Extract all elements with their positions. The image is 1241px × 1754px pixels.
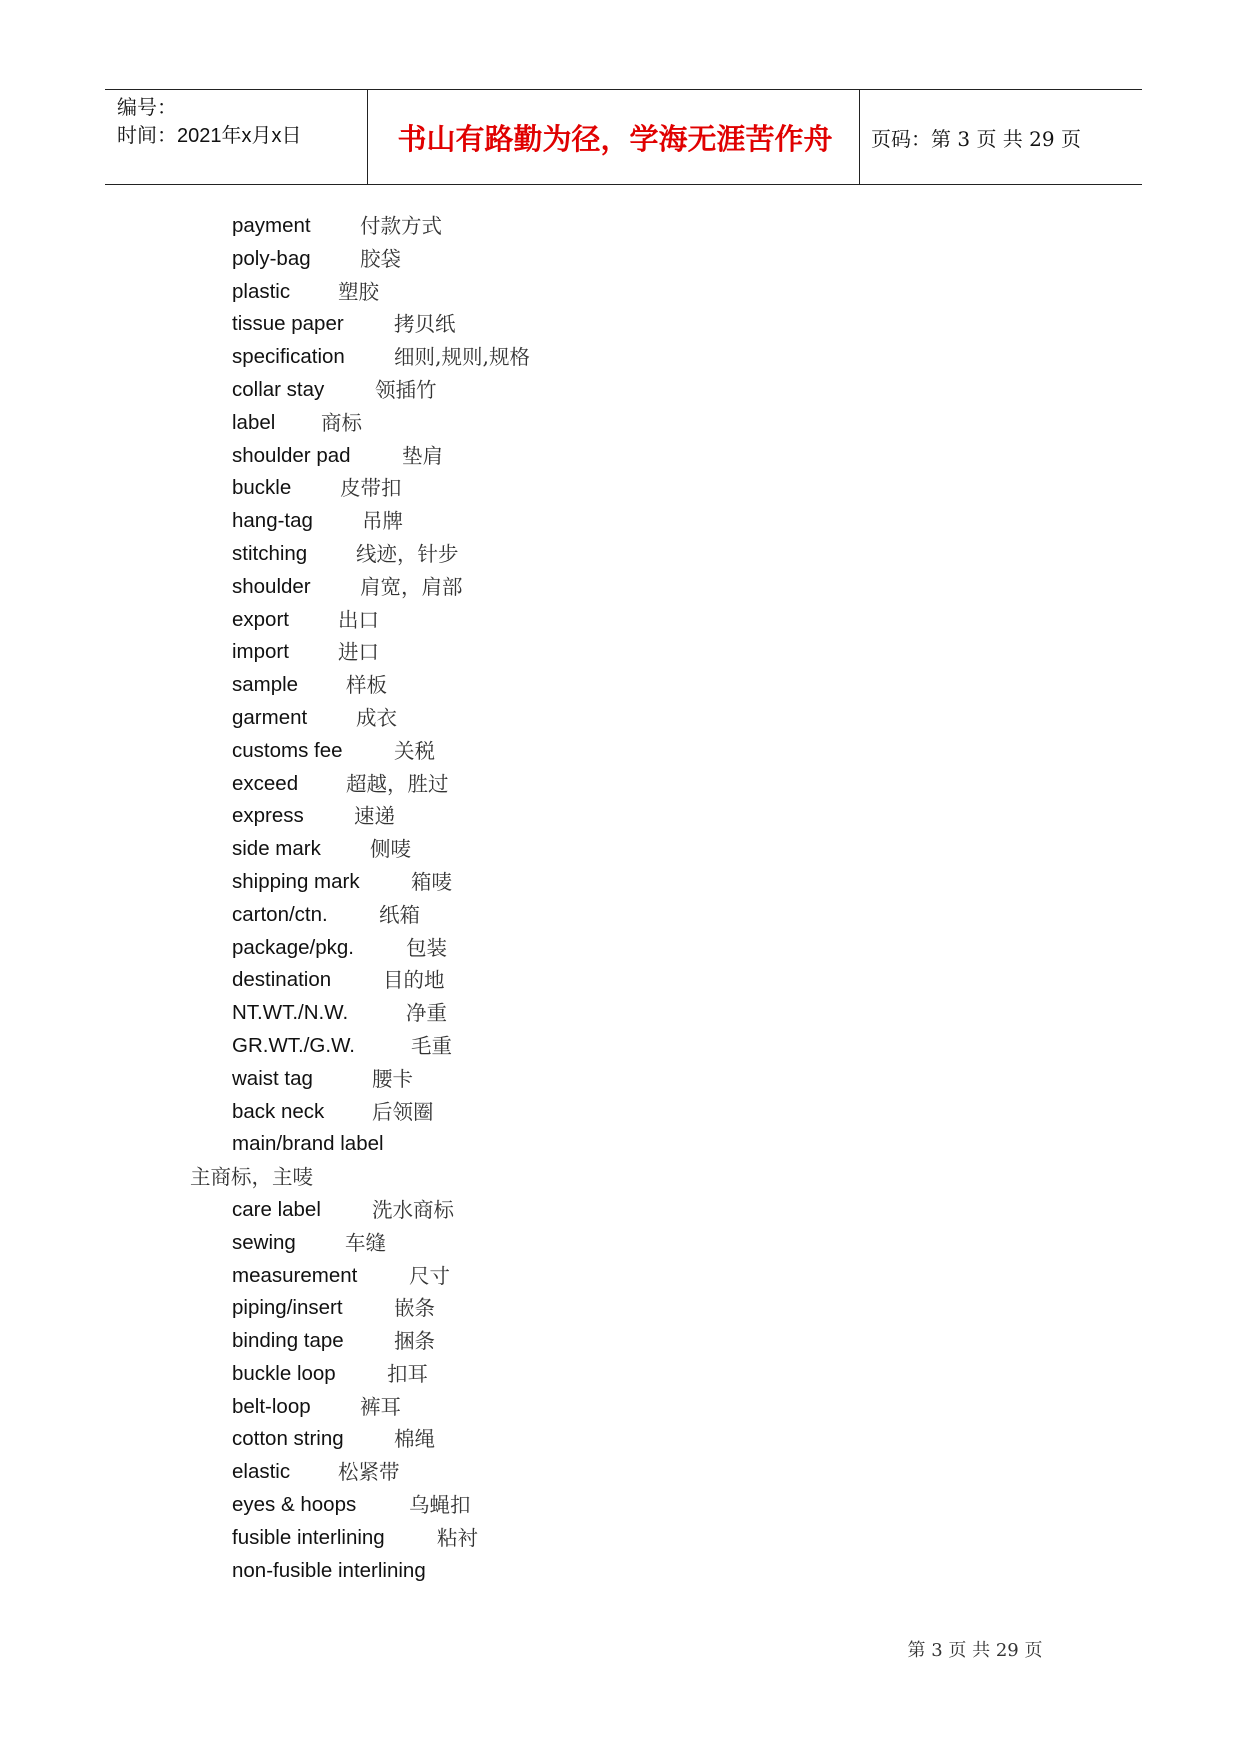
vocab-row <box>0 374 1241 407</box>
vocab-row <box>0 964 1241 997</box>
vocab-chinese: 腰卡 <box>372 1066 413 1091</box>
vocab-row <box>0 276 1241 309</box>
vocab-row <box>0 1423 1241 1456</box>
vocab-chinese: 肩宽，肩部 <box>360 574 463 599</box>
vocab-chinese: 侧唛 <box>370 837 411 862</box>
vocab-english: waist tag <box>232 1066 313 1090</box>
vocab-row <box>0 1358 1241 1391</box>
vocab-chinese: 后领圈 <box>372 1099 434 1124</box>
vocab-chinese: 洗水商标 <box>372 1197 454 1222</box>
vocab-chinese: 尺寸 <box>409 1263 450 1288</box>
vocab-english: import <box>232 640 289 664</box>
vocab-english: specification <box>232 345 345 369</box>
vocab-row <box>0 571 1241 604</box>
vocab-row <box>0 210 1241 243</box>
vocab-english: shoulder pad <box>232 443 351 467</box>
header-slogan: 书山有路勤为径，学海无涯苦作舟 <box>397 121 833 156</box>
vocab-english: destination <box>232 968 332 992</box>
vocab-english: hang-tag <box>232 509 313 533</box>
vocab-chinese: 纸箱 <box>379 902 420 927</box>
vocab-english: NT.WT./N.W. <box>232 1001 349 1025</box>
header-time-label: 时间：2021年x月x日 <box>117 125 302 147</box>
header-slogan-cell <box>370 90 860 184</box>
vocab-row <box>0 833 1241 866</box>
vocab-chinese: 粘衬 <box>437 1525 478 1550</box>
vocab-chinese: 付款方式 <box>360 214 442 238</box>
vocab-chinese: 样板 <box>346 673 387 698</box>
vocab-chinese: 扣耳 <box>387 1361 428 1386</box>
vocab-english: elastic <box>232 1460 291 1484</box>
vocab-row <box>0 1194 1241 1227</box>
vocab-row <box>0 407 1241 440</box>
vocab-chinese: 包装 <box>406 935 447 960</box>
vocab-row <box>0 1096 1241 1129</box>
vocab-english: poly-bag <box>232 246 311 270</box>
vocab-chinese: 吊牌 <box>362 509 403 534</box>
vocab-row <box>0 997 1241 1030</box>
header-page-info: 页码：第 3 页 共 29 页 <box>871 126 1081 151</box>
vocab-english: plastic <box>232 279 291 303</box>
vocab-row <box>0 1063 1241 1096</box>
vocab-row <box>0 768 1241 801</box>
vocab-row <box>0 1391 1241 1424</box>
page-footer: 第 3 页 共 29 页 <box>907 1640 1043 1661</box>
vocab-row <box>0 866 1241 899</box>
vocab-row <box>0 440 1241 473</box>
vocab-english: non-fusible interlining <box>232 1558 426 1582</box>
vocab-english: tissue paper <box>232 312 344 336</box>
vocab-chinese: 拷贝纸 <box>394 312 456 337</box>
vocab-row <box>0 702 1241 735</box>
vocab-english: belt-loop <box>232 1394 311 1418</box>
vocab-english: carton/ctn. <box>232 902 328 926</box>
vocab-row <box>0 505 1241 538</box>
vocab-english: measurement <box>232 1263 358 1287</box>
vocab-chinese: 嵌条 <box>394 1296 435 1321</box>
vocab-english: customs fee <box>232 738 343 762</box>
vocab-english: back neck <box>232 1099 325 1123</box>
vocab-chinese: 胶袋 <box>360 246 401 271</box>
vocab-chinese: 毛重 <box>411 1033 452 1058</box>
vocab-english: shoulder <box>232 574 311 598</box>
vocab-row <box>0 538 1241 571</box>
vocab-english: piping/insert <box>232 1296 343 1320</box>
header-divider-right <box>859 90 860 184</box>
vocab-english: GR.WT./G.W. <box>232 1033 355 1057</box>
vocab-chinese: 主商标，主唛 <box>190 1165 313 1190</box>
vocab-row <box>0 308 1241 341</box>
vocab-chinese: 箱唛 <box>411 869 452 894</box>
vocab-chinese: 目的地 <box>383 968 445 993</box>
vocab-english: binding tape <box>232 1329 344 1353</box>
vocab-english: collar stay <box>232 377 325 401</box>
vocab-english: main/brand label <box>232 1132 384 1156</box>
header-divider-left <box>367 90 368 184</box>
vocab-chinese: 关税 <box>394 738 435 763</box>
vocab-english: garment <box>232 705 308 729</box>
vocab-row <box>0 1030 1241 1063</box>
vocab-row <box>0 1260 1241 1293</box>
vocab-english: side mark <box>232 837 321 861</box>
vocab-english: buckle loop <box>232 1361 336 1385</box>
vocab-row <box>0 1489 1241 1522</box>
vocab-row <box>0 1292 1241 1325</box>
vocab-chinese: 塑胶 <box>338 279 379 304</box>
vocabulary-list <box>0 210 1241 1587</box>
vocab-row <box>0 1128 1241 1161</box>
vocab-english: shipping mark <box>232 869 360 893</box>
vocab-chinese: 进口 <box>338 640 379 665</box>
vocab-row <box>0 735 1241 768</box>
vocab-row <box>0 341 1241 374</box>
vocab-chinese: 皮带扣 <box>340 476 402 501</box>
vocab-chinese: 成衣 <box>356 705 397 730</box>
vocab-english: label <box>232 410 276 434</box>
vocab-english: sewing <box>232 1230 296 1254</box>
vocab-chinese: 松紧带 <box>338 1460 400 1485</box>
vocab-row <box>0 1456 1241 1489</box>
vocab-row <box>0 1325 1241 1358</box>
vocab-row <box>0 1555 1241 1588</box>
vocab-chinese: 捆条 <box>394 1329 435 1354</box>
vocab-row <box>0 899 1241 932</box>
vocab-row <box>0 1227 1241 1260</box>
vocab-row <box>0 604 1241 637</box>
vocab-chinese: 棉绳 <box>394 1427 435 1452</box>
vocab-english: care label <box>232 1197 321 1221</box>
vocab-chinese: 裤耳 <box>360 1394 401 1419</box>
vocab-chinese: 车缝 <box>345 1230 386 1255</box>
vocab-row <box>0 243 1241 276</box>
vocab-row <box>0 1522 1241 1555</box>
vocab-row <box>0 932 1241 965</box>
vocab-chinese: 净重 <box>406 1001 447 1026</box>
vocab-row <box>0 472 1241 505</box>
vocab-chinese: 商标 <box>321 410 362 435</box>
vocab-english: package/pkg. <box>232 935 354 959</box>
header-meta <box>117 94 302 150</box>
vocab-row <box>0 636 1241 669</box>
vocab-english: sample <box>232 673 299 697</box>
vocab-english: express <box>232 804 304 828</box>
vocab-row <box>0 800 1241 833</box>
vocab-english: eyes & hoops <box>232 1493 357 1517</box>
vocab-row <box>0 1161 1241 1194</box>
vocab-chinese: 出口 <box>338 607 379 632</box>
vocab-chinese: 领插竹 <box>375 377 437 402</box>
vocab-english: export <box>232 607 289 631</box>
header-number-label: 编号： <box>117 97 177 119</box>
vocab-chinese: 超越，胜过 <box>346 771 449 796</box>
vocab-chinese: 细则,规则,规格 <box>394 345 531 370</box>
vocab-chinese: 乌蝇扣 <box>409 1493 471 1518</box>
vocab-english: stitching <box>232 541 308 565</box>
vocab-chinese: 垫肩 <box>402 443 443 468</box>
vocab-english: payment <box>232 214 311 237</box>
document-header <box>105 89 1142 185</box>
vocab-english: buckle <box>232 476 292 500</box>
vocab-english: fusible interlining <box>232 1525 385 1549</box>
vocab-english: exceed <box>232 771 299 795</box>
vocab-row <box>0 669 1241 702</box>
vocab-english: cotton string <box>232 1427 344 1451</box>
vocab-chinese: 线迹，针步 <box>356 541 459 566</box>
vocab-chinese: 速递 <box>354 804 395 829</box>
